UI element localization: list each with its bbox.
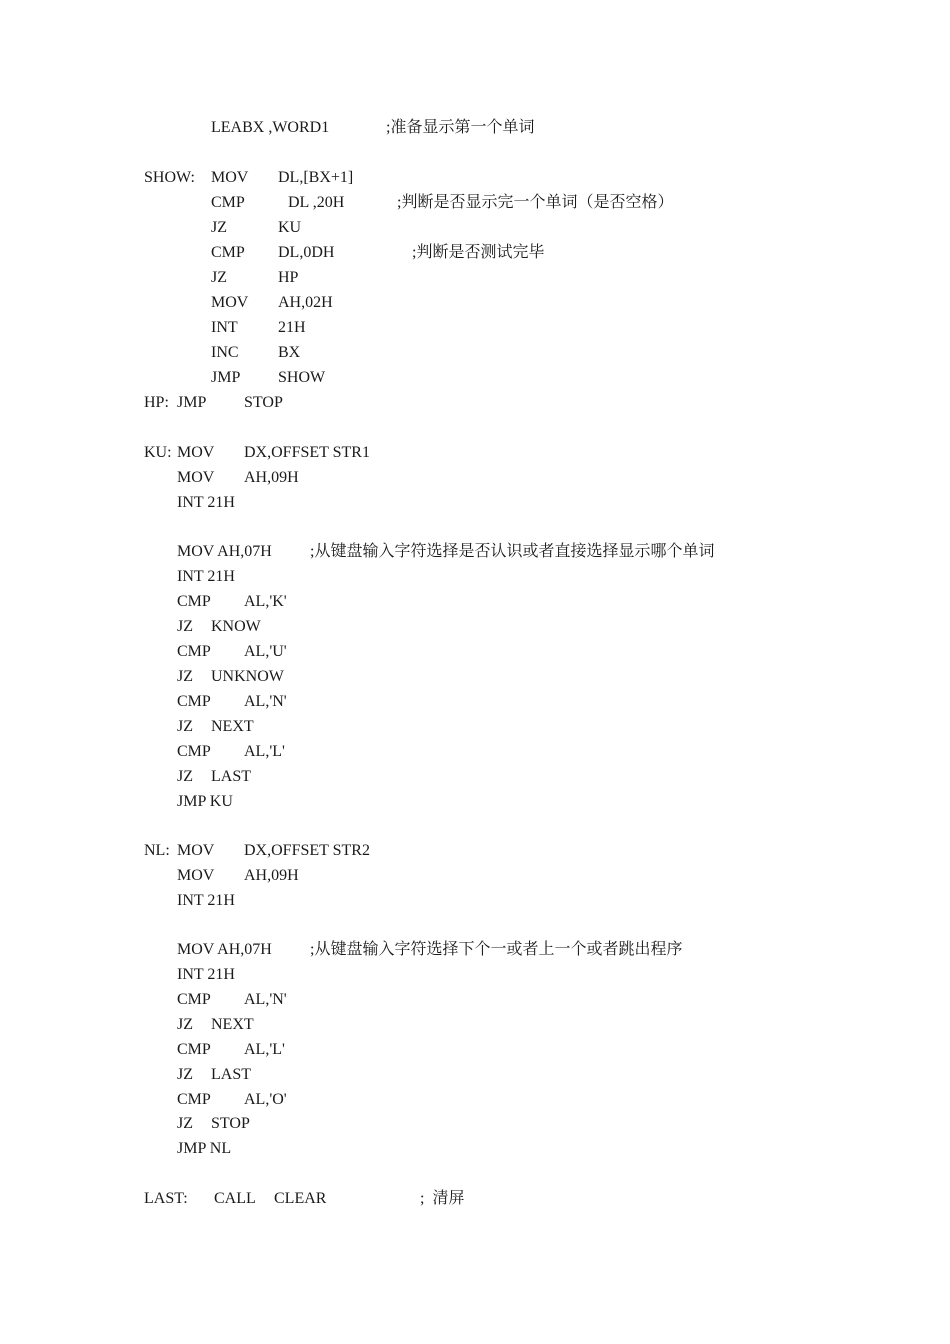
- code-line: [0, 866, 299, 886]
- code-arg: AL,'L': [244, 743, 285, 760]
- code-op: LEABX ,WORD1: [211, 119, 330, 136]
- code-op: CMP: [211, 244, 245, 261]
- code-line: [0, 841, 370, 861]
- code-line: [0, 667, 284, 687]
- code-line: [0, 542, 715, 562]
- code-op: JZ: [177, 1115, 193, 1132]
- code-op: MOV: [177, 469, 215, 486]
- code-line: [0, 268, 299, 288]
- code-op: CMP: [177, 743, 211, 760]
- code-label: NL:: [144, 842, 170, 859]
- code-comment: ;准备显示第一个单词: [386, 119, 535, 136]
- code-op: MOV AH,07H: [177, 543, 272, 560]
- code-line: [0, 990, 287, 1010]
- code-op: JMP NL: [177, 1140, 232, 1157]
- code-comment: ;从键盘输入字符选择是否认识或者直接选择显示哪个单词: [310, 543, 715, 560]
- code-arg: DX,OFFSET STR1: [244, 444, 370, 461]
- code-label: SHOW:: [144, 169, 195, 186]
- code-arg: AL,'O': [244, 1091, 287, 1108]
- code-line: [0, 965, 235, 985]
- code-arg: DL,[BX+1]: [278, 169, 354, 186]
- code-line: [0, 567, 235, 587]
- code-line: [0, 168, 354, 188]
- code-op: JZ: [177, 1016, 193, 1033]
- code-arg: UNKNOW: [211, 668, 284, 685]
- code-line: [0, 468, 299, 488]
- code-op: MOV AH,07H: [177, 941, 272, 958]
- code-line: [0, 1040, 285, 1060]
- code-arg: NEXT: [211, 1016, 254, 1033]
- code-label: LAST:: [144, 1190, 188, 1207]
- code-op: INT: [211, 319, 238, 336]
- code-arg: LAST: [211, 768, 251, 785]
- code-op: CMP: [177, 593, 211, 610]
- code-arg: CLEAR: [274, 1190, 327, 1207]
- code-op: MOV: [177, 842, 215, 859]
- code-op: JZ: [211, 269, 227, 286]
- code-arg: KU: [278, 219, 302, 236]
- code-arg: 21H: [278, 319, 306, 336]
- code-op: CMP: [211, 194, 245, 211]
- code-line: [0, 742, 285, 762]
- code-line: [0, 617, 261, 637]
- code-arg: AH,09H: [244, 867, 299, 884]
- code-arg: AH,09H: [244, 469, 299, 486]
- code-op: CALL: [214, 1190, 256, 1207]
- code-op: INC: [211, 344, 239, 361]
- code-arg: AL,'U': [244, 643, 287, 660]
- code-line: [0, 118, 535, 138]
- code-comment: ; 清屏: [420, 1190, 465, 1207]
- code-line: [0, 891, 235, 911]
- code-arg: AH,02H: [278, 294, 333, 311]
- code-op: MOV: [211, 169, 249, 186]
- code-line: [0, 940, 683, 960]
- code-line: [0, 493, 235, 513]
- code-op: JZ: [177, 768, 193, 785]
- code-line: [0, 792, 233, 812]
- code-line: [0, 1139, 232, 1159]
- code-comment: ;从键盘输入字符选择下个一或者上一个或者跳出程序: [310, 941, 683, 958]
- code-label: HP:: [144, 394, 169, 411]
- code-comment: ;判断是否测试完毕: [412, 244, 545, 261]
- code-arg: SHOW: [278, 369, 326, 386]
- code-line: [0, 368, 326, 388]
- code-op: INT 21H: [177, 494, 235, 511]
- code-arg: DX,OFFSET STR2: [244, 842, 370, 859]
- code-op: CMP: [177, 1041, 211, 1058]
- code-op: JZ: [177, 618, 193, 635]
- code-line: [0, 1114, 250, 1134]
- code-arg: NEXT: [211, 718, 254, 735]
- code-label: KU:: [144, 444, 172, 461]
- code-line: [0, 443, 370, 463]
- code-arg: AL,'L': [244, 1041, 285, 1058]
- code-op: CMP: [177, 1091, 211, 1108]
- code-op: JMP: [211, 369, 241, 386]
- code-arg: KNOW: [211, 618, 261, 635]
- code-op: INT 21H: [177, 892, 235, 909]
- code-op: MOV: [211, 294, 249, 311]
- code-comment: ;判断是否显示完一个单词（是否空格）: [397, 194, 674, 211]
- code-arg: BX: [278, 344, 301, 361]
- code-line: [0, 692, 287, 712]
- code-line: [0, 1015, 254, 1035]
- code-line: [0, 717, 254, 737]
- code-op: MOV: [177, 444, 215, 461]
- code-op: JZ: [177, 718, 193, 735]
- code-op: CMP: [177, 693, 211, 710]
- code-op: INT 21H: [177, 568, 235, 585]
- code-arg: DL ,20H: [288, 194, 345, 211]
- code-op: JMP: [177, 394, 207, 411]
- code-op: CMP: [177, 991, 211, 1008]
- code-line: [0, 318, 306, 338]
- code-arg: AL,'K': [244, 593, 287, 610]
- code-op: JZ: [177, 1066, 193, 1083]
- code-op: INT 21H: [177, 966, 235, 983]
- code-op: JZ: [211, 219, 227, 236]
- code-arg: AL,'N': [244, 693, 287, 710]
- code-op: MOV: [177, 867, 215, 884]
- code-line: [0, 193, 674, 213]
- code-line: [0, 243, 545, 263]
- code-line: [0, 767, 251, 787]
- code-op: JZ: [177, 668, 193, 685]
- code-op: CMP: [177, 643, 211, 660]
- code-arg: AL,'N': [244, 991, 287, 1008]
- code-arg: HP: [278, 269, 299, 286]
- code-arg: LAST: [211, 1066, 251, 1083]
- code-line: [0, 343, 301, 363]
- code-arg: STOP: [211, 1115, 250, 1132]
- code-line: [0, 592, 287, 612]
- code-line: [0, 293, 333, 313]
- code-line: [0, 1090, 287, 1110]
- code-line: [0, 1065, 251, 1085]
- code-line: [0, 642, 287, 662]
- code-arg: DL,0DH: [278, 244, 335, 261]
- code-line: [0, 1189, 465, 1209]
- code-line: [0, 393, 283, 413]
- code-op: JMP KU: [177, 793, 233, 810]
- code-line: [0, 218, 302, 238]
- code-arg: STOP: [244, 394, 283, 411]
